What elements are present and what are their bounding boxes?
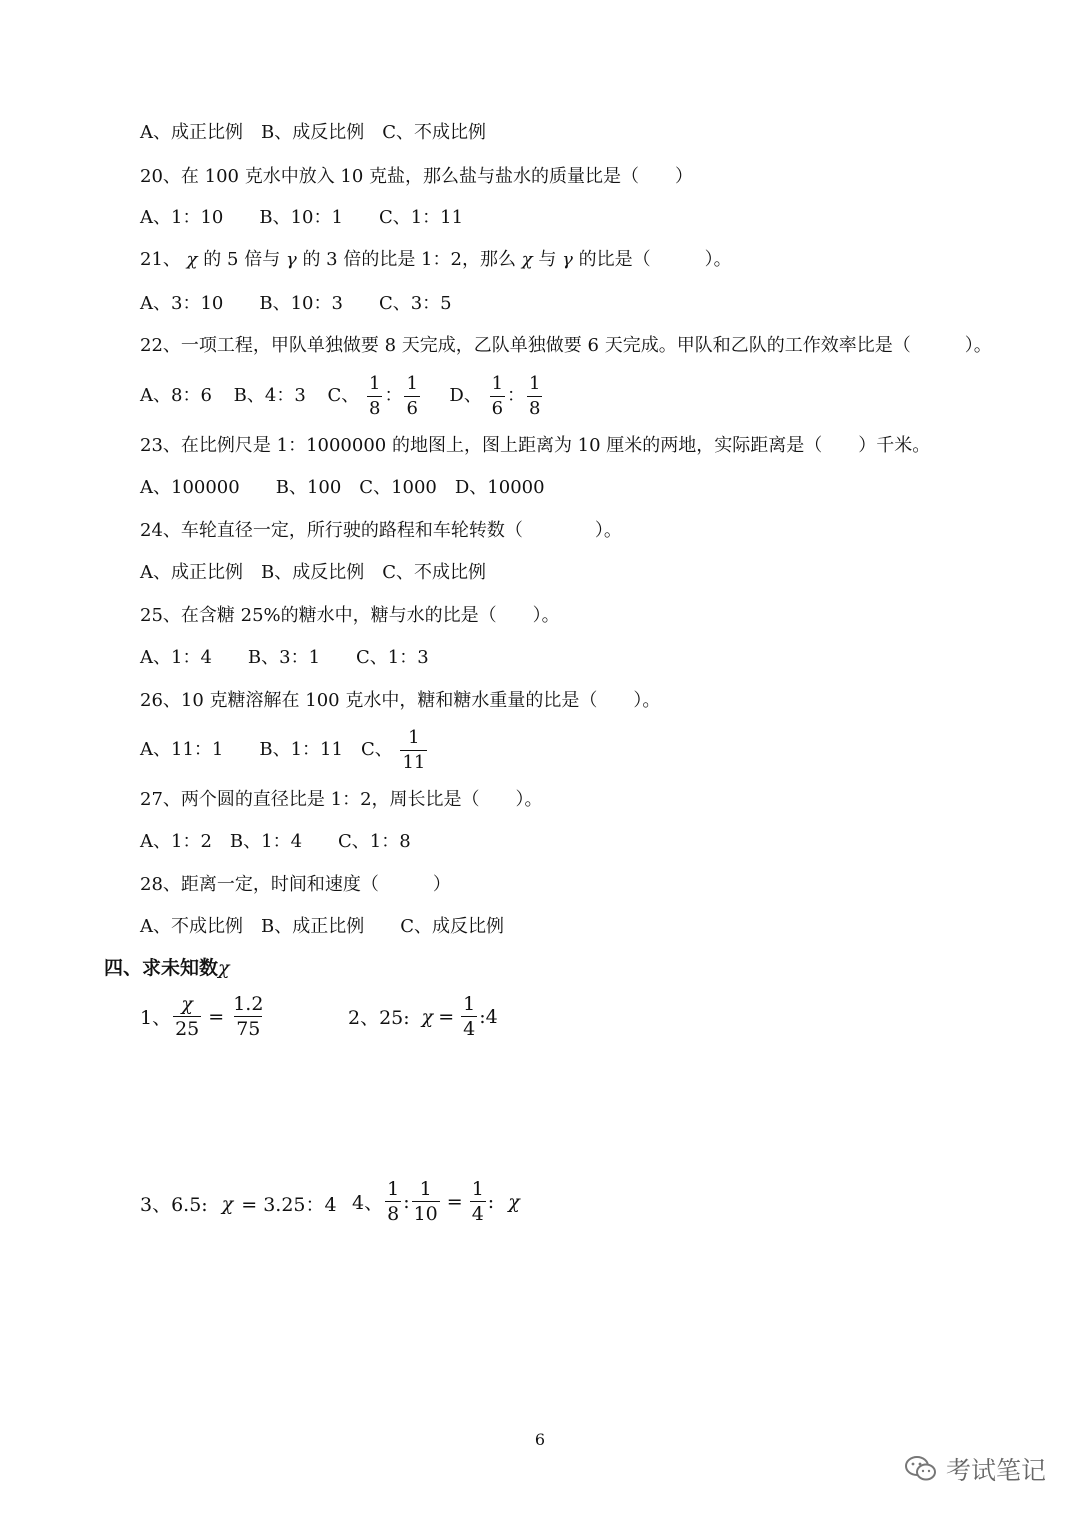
- q22-options: [140, 372, 544, 420]
- equation-label: 3、6.5:: [140, 1194, 208, 1216]
- fraction: $\frac{1}{6}$: [491, 372, 504, 419]
- equation-tail: :4: [479, 1005, 498, 1028]
- equation-var: χ: [221, 1192, 234, 1215]
- question-25: 25、在含糖 25%的糖水中，糖与水的比是（ ）。: [140, 605, 560, 626]
- question-21: [140, 248, 732, 272]
- q22-option-d: D、: [449, 385, 482, 406]
- q21-text: 的 3 倍的比是 1：2，那么: [302, 249, 516, 270]
- q21-var-y: γ: [285, 249, 297, 270]
- q24-options: A、成正比例 B、成反比例 C、不成比例: [140, 562, 486, 583]
- fraction: $\frac{1}{8}$: [369, 372, 381, 419]
- q22-option-c: C、: [327, 385, 360, 406]
- fraction: $\frac{\chi}{25}$: [175, 993, 200, 1040]
- section-heading: [104, 955, 230, 981]
- page-number: 6: [534, 1430, 546, 1449]
- q26-option-ab: A、11：1 B、1：11 C、: [140, 739, 393, 760]
- q20-options: A、1：10 B、10：1 C、1：11: [140, 207, 464, 228]
- fraction: $\frac{1}{4}$: [471, 1178, 484, 1225]
- question-20: 20、在 100 克水中放入 10 克盐，那么盐与盐水的质量比是（ ）: [140, 166, 694, 187]
- q22-option-b: B、4：3: [233, 385, 306, 406]
- equation-label: 2、25:: [348, 1007, 410, 1029]
- fraction: $\frac{1}{8}$: [529, 372, 541, 419]
- section-var: χ: [218, 957, 230, 979]
- ratio-colon: ：: [507, 385, 526, 406]
- fraction: $\frac{1}{6}$: [406, 372, 418, 419]
- q21-var-y: γ: [562, 249, 573, 270]
- fraction: $\frac{1}{11}$: [402, 726, 426, 773]
- equation-3: [140, 1190, 337, 1217]
- q22-option-a: A、8：6: [140, 385, 212, 406]
- ratio-colon: :: [403, 1190, 410, 1213]
- watermark: [904, 1451, 1046, 1487]
- fraction: $\frac{1}{4}$: [463, 993, 476, 1040]
- ratio-colon: :: [487, 1190, 495, 1213]
- equals-sign: =: [438, 1005, 455, 1028]
- equation-1: [140, 993, 267, 1040]
- q26-options: [140, 726, 429, 774]
- q27-options: A、1：2 B、1：4 C、1：8: [140, 831, 411, 852]
- question-23: 23、在比例尺是 1：1000000 的地图上，图上距离为 10 厘米的两地，实际距离是（ ）千米。: [140, 435, 931, 456]
- q25-options: A、1：4 B、3：1 C、1：3: [140, 647, 429, 668]
- question-24: 24、车轮直径一定，所行驶的路程和车轮转数（ ）。: [140, 520, 622, 541]
- question-26: 26、10 克糖溶解在 100 克水中，糖和糖水重量的比是（ ）。: [140, 690, 661, 711]
- q21-text: 的比是（ ）。: [578, 249, 732, 270]
- equation-2: [348, 993, 498, 1040]
- q21-var-x: χ: [186, 249, 198, 270]
- watermark-text: 考试笔记: [945, 1456, 1046, 1485]
- fraction: $\frac{1}{8}$: [387, 1178, 400, 1225]
- equation-tail: = 3.25：4: [241, 1194, 337, 1216]
- ratio-colon: ：: [384, 385, 403, 406]
- q21-text: 与: [538, 249, 557, 270]
- q19-options: A、成正比例 B、成反比例 C、不成比例: [140, 122, 486, 143]
- equation-label: 1、: [140, 1007, 172, 1029]
- equation-var: χ: [421, 1005, 434, 1028]
- q21-var-x: χ: [521, 249, 533, 270]
- q28-options: A、不成比例 B、成正比例 C、成反比例: [140, 916, 504, 937]
- question-28: 28、距离一定，时间和速度（ ）: [140, 874, 451, 895]
- equation-4: [352, 1178, 520, 1225]
- q23-options: A、100000 B、100 C、1000 D、10000: [140, 477, 545, 498]
- fraction: $\frac{1.2}{75}$: [233, 993, 264, 1040]
- question-22: 22、一项工程，甲队单独做要 8 天完成，乙队单独做要 6 天完成。甲队和乙队的工作效率比是（ ）。: [140, 335, 992, 356]
- q21-options: A、3：10 B、10：3 C、3：5: [140, 293, 452, 314]
- equals-sign: =: [208, 1005, 225, 1028]
- fraction: $\frac{1}{10}$: [413, 1178, 438, 1225]
- q21-text: 21、: [140, 249, 181, 270]
- wechat-icon: [904, 1454, 938, 1484]
- equation-label: 4、: [352, 1192, 384, 1214]
- equation-var: χ: [508, 1190, 520, 1213]
- q21-text: 的 5 倍与: [203, 249, 281, 270]
- section-title: 四、求未知数: [104, 957, 219, 979]
- question-27: 27、两个圆的直径比是 1：2，周长比是（ ）。: [140, 789, 543, 810]
- equals-sign: =: [446, 1190, 463, 1213]
